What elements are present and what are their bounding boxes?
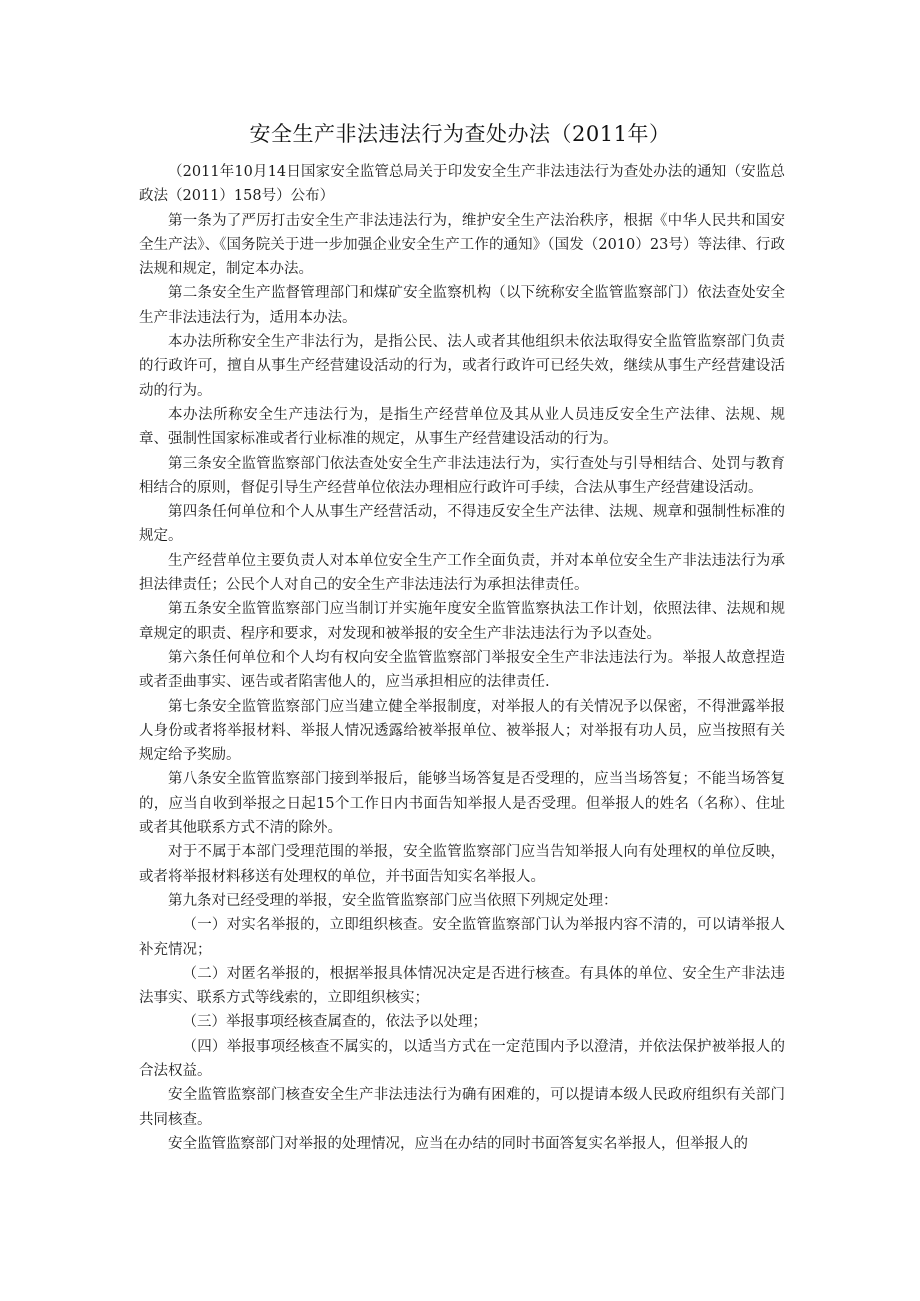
paragraph-article-2: 第二条安全生产监督管理部门和煤矿安全监察机构（以下统称安全监管监察部门）依法查处安全生产非法违法行为，适用本办法。: [139, 285, 785, 326]
paragraph-article-4-p2: 生产经营单位主要负责人对本单位安全生产工作全面负责，并对本单位安全生产非法违法行为承担法律责任；公民个人对自己的安全生产非法违法行为承担法律责任。: [139, 552, 785, 594]
paragraph-article-9-p3: 安全监管监察部门对举报的处理情况，应当在办结的同时书面答复实名举报人，但举报人的: [168, 1135, 748, 1152]
paragraph-article-2-p3: 本办法所称安全生产违法行为，是指生产经营单位及其从业人员违反安全生产法律、法规、规章、强制性国家标准或者行业标准的规定，从事生产经营建设活动的行为。: [139, 406, 785, 448]
paragraph-article-9-item-1: （一）对实名举报的，立即组织核查。安全监管监察部门认为举报内容不清的，可以请举报人补充情况；: [139, 917, 785, 958]
paragraph-article-4: 第四条任何单位和个人从事生产经营活动，不得违反安全生产法律、法规、规章和强制性标准的规定。: [139, 504, 785, 545]
paragraph-article-3: 第三条安全监管监察部门依法查处安全生产非法违法行为，实行查处与引导相结合、处罚与教育相结合的原则，督促引导生产经营单位依法办理相应行政许可手续，合法从事生产经营建设活动。: [139, 455, 785, 496]
paragraph-article-9-item-2: （二）对匿名举报的，根据举报具体情况决定是否进行核查。有具体的单位、安全生产非法违法事实、联系方式等线索的，立即组织核实；: [139, 965, 785, 1007]
paragraph-article-9-item-3: （三）举报事项经核查属查的，依法予以处理；: [182, 1014, 487, 1031]
paragraph-article-8: 第八条安全监管监察部门接到举报后，能够当场答复是否受理的，应当当场答复；不能当场答复的，应当自收到举报之日起15个工作日内书面告知举报人是否受理。但举报人的姓名（名称）、住址或者其他联系方式不清的除外。: [139, 771, 785, 837]
paragraph-article-6: 第六条任何单位和个人均有权向安全监管监察部门举报安全生产非法违法行为。举报人故意捏造或者歪曲事实、诬告或者陷害他人的，应当承担相应的法律责任.: [139, 649, 785, 691]
paragraph-article-1: 第一条为了严厉打击安全生产非法违法行为，维护安全生产法治秩序，根据《中华人民共和国安全生产法》、《国务院关于进一步加强企业安全生产工作的通知》（国发（2010）23号）等法律、行政法规和规定，制定本办法。: [139, 212, 785, 278]
paragraph-article-7: 第七条安全监管监察部门应当建立健全举报制度，对举报人的有关情况予以保密，不得泄露举报人身份或者将举报材料、举报人情况透露给被举报单位、被举报人；对举报有功人员，应当按照有关规定给予奖励。: [139, 698, 785, 764]
paragraph-article-9-item-4: （四）举报事项经核查不属实的，以适当方式在一定范围内予以澄清，并依法保护被举报人的合法权益。: [139, 1038, 785, 1079]
paragraph-article-5: 第五条安全监管监察部门应当制订并实施年度安全监管监察执法工作计划，依照法律、法规和规章规定的职责、程序和要求，对发现和被举报的安全生产非法违法行为予以查处。: [139, 601, 785, 642]
document-title: 安全生产非法违法行为查处办法（2011年）: [249, 122, 671, 146]
paragraph-article-8-p2: 对于不属于本部门受理范围的举报，安全监管监察部门应当告知举报人向有处理权的单位反映，或者将举报材料移送有处理权的单位，并书面告知实名举报人。: [139, 844, 785, 885]
paragraph-article-9-p2: 安全监管监察部门核查安全生产非法违法行为确有困难的，可以提请本级人民政府组织有关部门共同核查。: [139, 1087, 785, 1128]
paragraph-article-9: 第九条对已经受理的举报，安全监管监察部门应当依照下列规定处理：: [168, 892, 618, 909]
paragraph-article-2-p2: 本办法所称安全生产非法行为，是指公民、法人或者其他组织未依法取得安全监管监察部门负责的行政许可，擅自从事生产经营建设活动的行为，或者行政许可已经失效，继续从事生产经营建设活动的行为。: [139, 334, 785, 399]
paragraph-source-note: （2011年10月14日国家安全监管总局关于印发安全生产非法违法行为查处办法的通知（安监总政法（2011）158号）公布）: [139, 164, 785, 205]
document-body: [139, 160, 785, 1156]
